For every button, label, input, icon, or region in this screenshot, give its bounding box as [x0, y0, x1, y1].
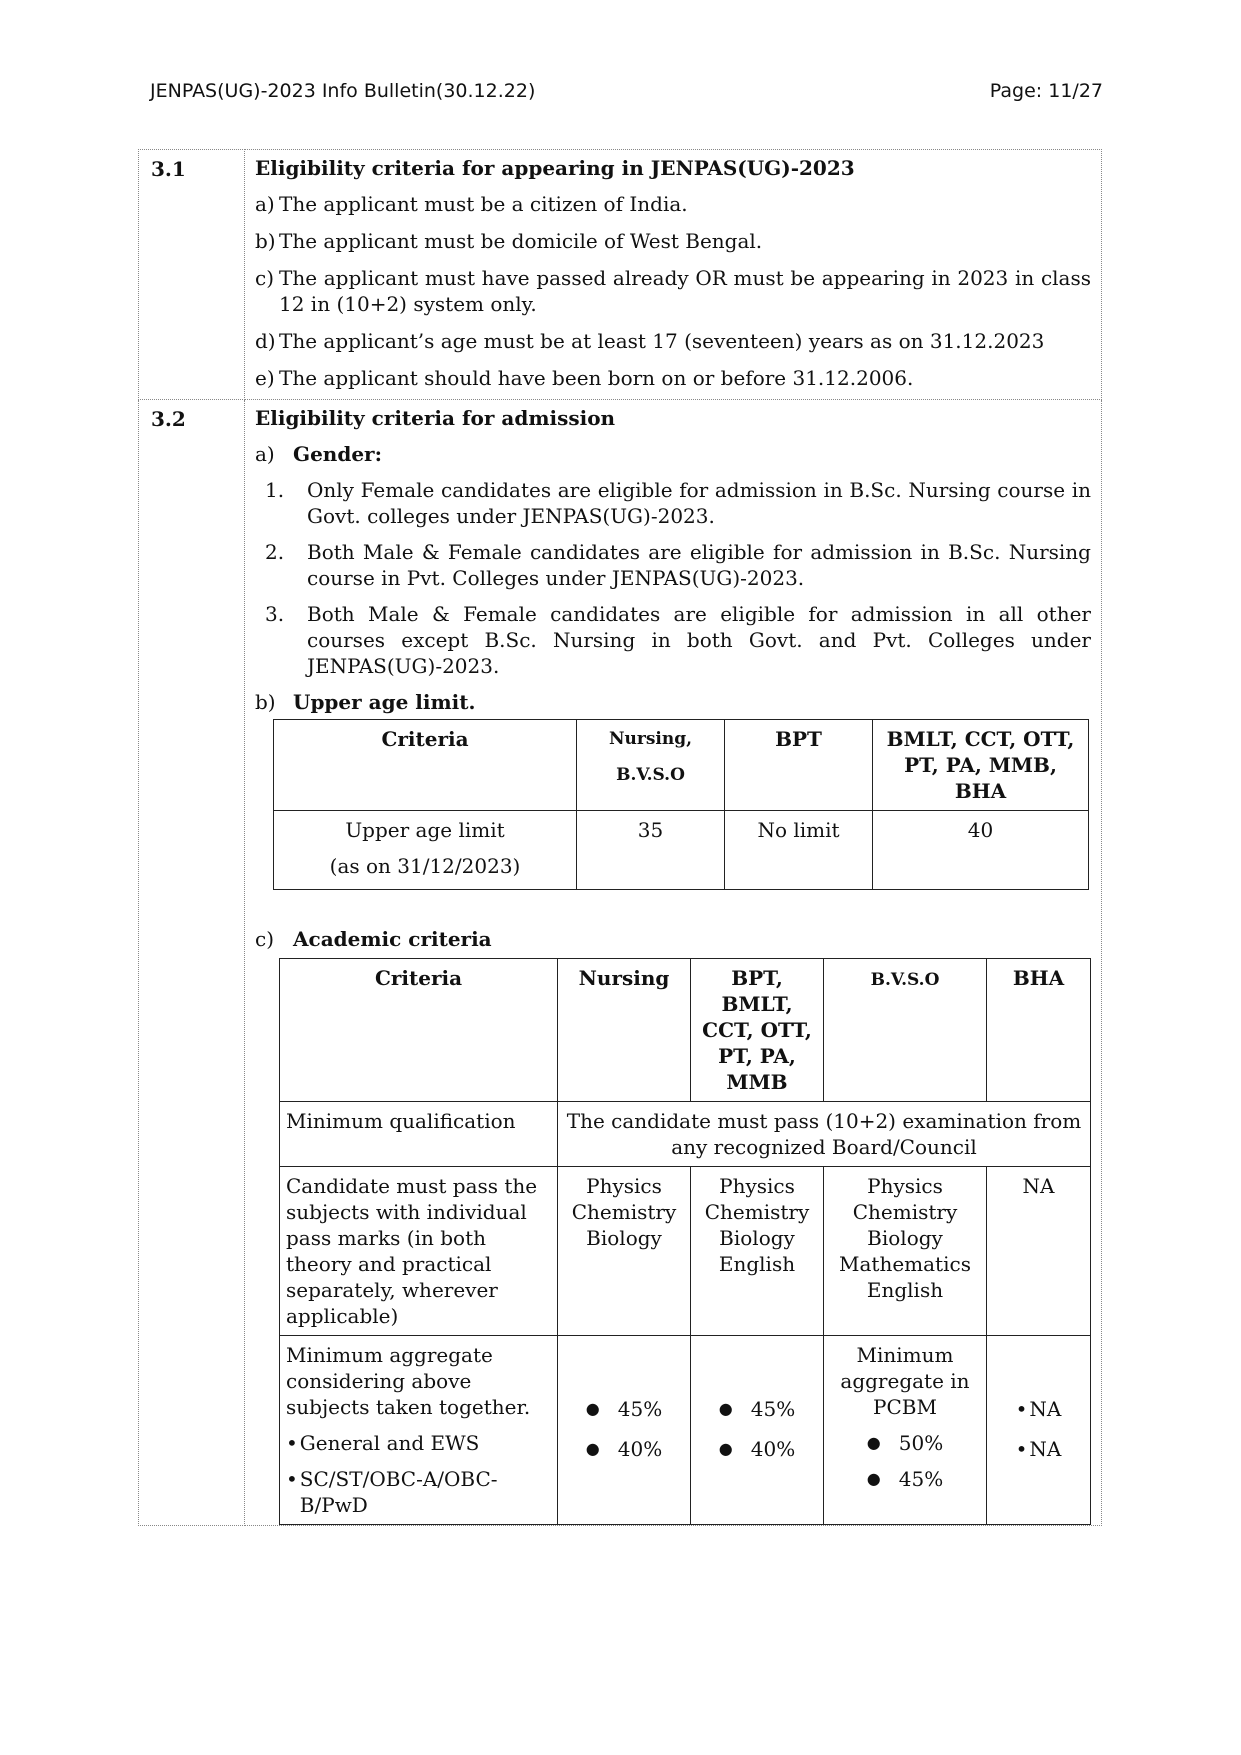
table-cell: 40	[873, 811, 1089, 890]
table-row	[274, 811, 1089, 890]
list-item: b) The applicant must be domicile of West Bengal.	[255, 229, 763, 253]
table-cell: Physics Chemistry Biology Mathematics English	[824, 1167, 987, 1336]
column-header: BHA	[987, 959, 1091, 1102]
list-item: c) The applicant must have passed already OR must be appearing in 2023 in class 12 in (10+2) system only.	[255, 266, 1091, 316]
table-cell: No limit	[725, 811, 873, 890]
section-number: 3.1	[139, 150, 245, 400]
academic-heading: c) Academic criteria	[255, 927, 492, 951]
section-3-2-content	[245, 400, 1102, 1526]
age-heading: b) Upper age limit.	[255, 690, 476, 714]
table-header-row	[274, 720, 1089, 811]
table-cell: The candidate must pass (10+2) examination from any recognized Board/Council	[558, 1102, 1091, 1167]
table-cell: • NA • NA	[987, 1336, 1091, 1525]
table-cell: 35	[577, 811, 725, 890]
section-3-1-row	[139, 150, 1102, 400]
list-item: 3. Both Male & Female candidates are eligible for admission in all other courses except B.Sc. Nursing in both Govt. and Pvt. Colleges under JENPAS(UG)-2023.	[265, 602, 1091, 678]
table-cell: ● 45% ● 40%	[558, 1336, 691, 1525]
bullet-icon: •	[1015, 1437, 1028, 1461]
column-header: Nursing	[558, 959, 691, 1102]
column-header: BMLT, CCT, OTT, PT, PA, MMB, BHA	[873, 720, 1089, 811]
column-header: Nursing, B.V.S.O	[577, 720, 725, 811]
table-cell: NA	[987, 1167, 1091, 1336]
table-cell: Physics Chemistry Biology English	[691, 1167, 824, 1336]
table-row	[280, 1336, 1091, 1525]
section-3-1-content	[245, 150, 1102, 400]
bullet-icon: ●	[585, 1399, 600, 1418]
page-number: Page: 11/27	[989, 80, 1103, 102]
table-cell: ● 45% ● 40%	[691, 1336, 824, 1525]
section-title: Eligibility criteria for appearing in JENPAS(UG)-2023	[255, 156, 855, 180]
list-item: 2. Both Male & Female candidates are eligible for admission in B.Sc. Nursing course in Pvt. Colleges under JENPAS(UG)-2023.	[265, 540, 1091, 590]
table-row	[280, 1102, 1091, 1167]
table-cell: Candidate must pass the subjects with individual pass marks (in both theory and practical separately, wherever applicable)	[280, 1167, 558, 1336]
bullet-icon: •	[1015, 1397, 1028, 1421]
list-item: e) The applicant should have been born on or before 31.12.2006.	[255, 366, 914, 390]
section-3-2-row	[139, 400, 1102, 1526]
table-cell: Minimum qualification	[280, 1102, 558, 1167]
bullet-icon: ●	[718, 1399, 733, 1418]
bullet-icon: ●	[585, 1439, 600, 1458]
column-header: BPT, BMLT, CCT, OTT, PT, PA, MMB	[691, 959, 824, 1102]
table-cell: Minimum aggregate in PCBM ● 50% ● 45%	[824, 1336, 987, 1525]
column-header: BPT	[725, 720, 873, 811]
table-header-row	[280, 959, 1091, 1102]
gender-heading: a) Gender:	[255, 442, 382, 466]
academic-criteria-table	[279, 958, 1091, 1525]
header-title: JENPAS(UG)-2023 Info Bulletin(30.12.22)	[150, 80, 536, 102]
column-header: Criteria	[280, 959, 558, 1102]
column-header: Criteria	[274, 720, 577, 811]
bullet-icon: ●	[718, 1439, 733, 1458]
table-cell: Physics Chemistry Biology	[558, 1167, 691, 1336]
section-title: Eligibility criteria for admission	[255, 406, 616, 430]
table-cell: Minimum aggregate considering above subjects taken together. • General and EWS • SC/ST/OBC-A/OBC-B/PwD	[280, 1336, 558, 1525]
list-item: a) The applicant must be a citizen of India.	[255, 192, 688, 216]
eligibility-table	[138, 149, 1102, 1526]
bullet-icon: •	[286, 1431, 298, 1455]
column-header: B.V.S.O	[824, 959, 987, 1102]
list-item: d) The applicant’s age must be at least 17 (seventeen) years as on 31.12.2023	[255, 329, 1045, 353]
bullet-icon: ●	[866, 1433, 881, 1452]
section-number: 3.2	[139, 400, 245, 1526]
table-cell: Upper age limit (as on 31/12/2023)	[274, 811, 577, 890]
bullet-icon: ●	[866, 1469, 881, 1488]
list-item: 1. Only Female candidates are eligible for admission in B.Sc. Nursing course in Govt. colleges under JENPAS(UG)-2023.	[265, 478, 1091, 528]
bullet-icon: •	[286, 1467, 298, 1491]
table-row	[280, 1167, 1091, 1336]
upper-age-table	[273, 719, 1089, 890]
